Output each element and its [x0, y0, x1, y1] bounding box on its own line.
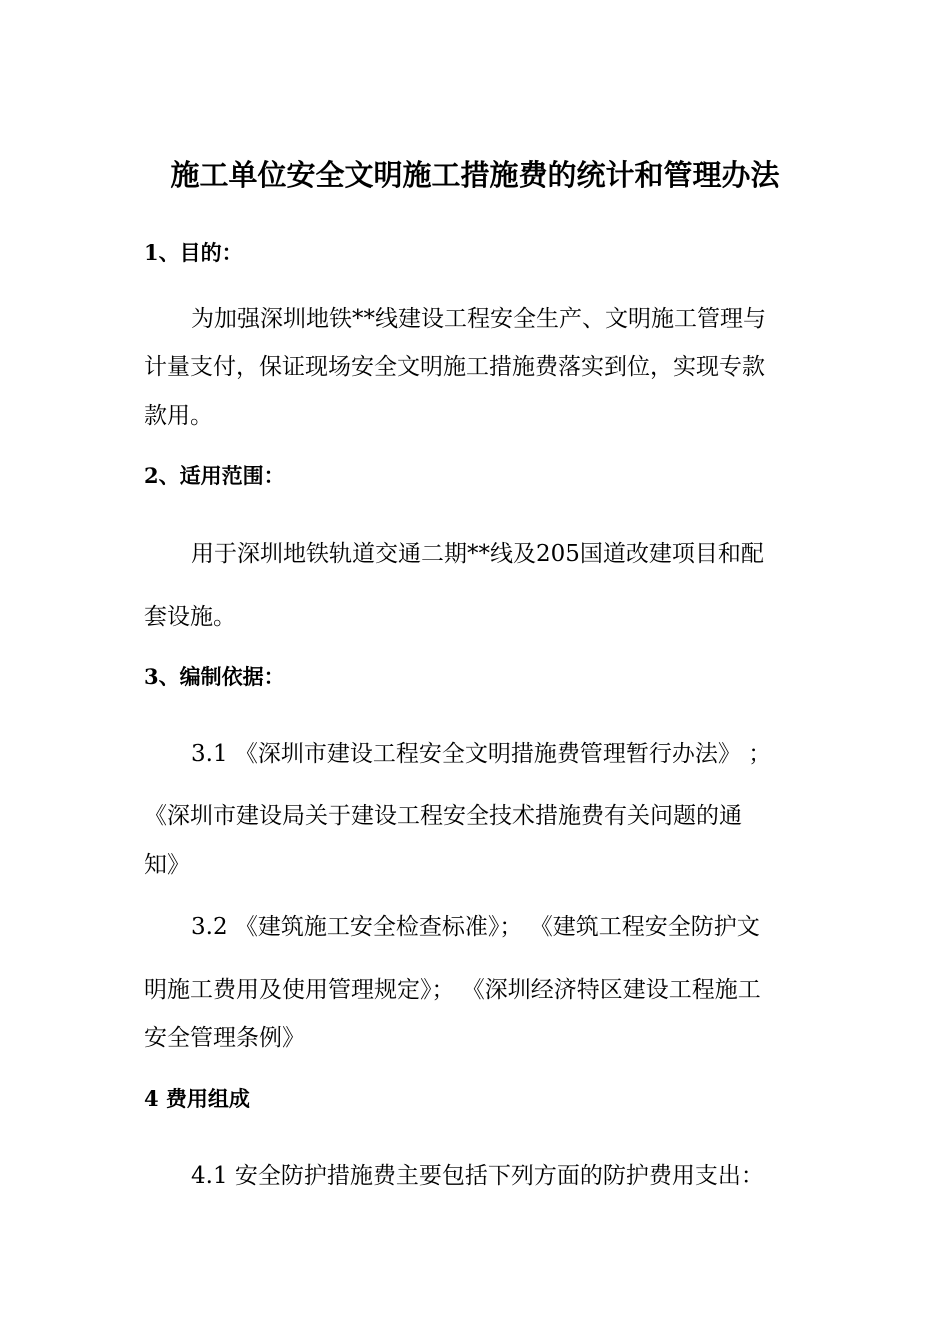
paragraph-line: 款用。 — [144, 403, 213, 429]
paragraph-line: 知》 — [144, 852, 190, 878]
section-heading-purpose: 1、目的： — [144, 240, 243, 265]
paragraph-line: 安全管理条例》 — [144, 1025, 305, 1051]
document-title: 施工单位安全文明施工措施费的统计和管理办法 — [170, 158, 780, 192]
paragraph-line: 3.1 《深圳市建设工程安全文明措施费管理暂行办法》 ； — [191, 741, 772, 767]
paragraph-line: 《深圳市建设局关于建设工程安全技术措施费有关问题的通 — [144, 803, 742, 829]
paragraph-line: 4.1 安全防护措施费主要包括下列方面的防护费用支出： — [191, 1163, 764, 1189]
paragraph-line: 用于深圳地铁轨道交通二期**线及205国道改建项目和配 — [191, 541, 764, 567]
paragraph-line: 计量支付，保证现场安全文明施工措施费落实到位，实现专款 — [144, 354, 765, 380]
paragraph-line: 套设施。 — [144, 604, 236, 630]
paragraph-line: 明施工费用及使用管理规定》； 《深圳经济特区建设工程施工 — [144, 977, 761, 1003]
paragraph-line: 为加强深圳地铁**线建设工程安全生产、文明施工管理与 — [191, 306, 766, 332]
section-heading-scope: 2、适用范围： — [144, 463, 285, 488]
paragraph-line: 3.2 《建筑施工安全检查标准》； 《建筑工程安全防护文 — [191, 914, 760, 940]
section-heading-basis: 3、编制依据： — [144, 664, 285, 689]
section-heading-cost-composition: 4 费用组成 — [144, 1086, 250, 1111]
